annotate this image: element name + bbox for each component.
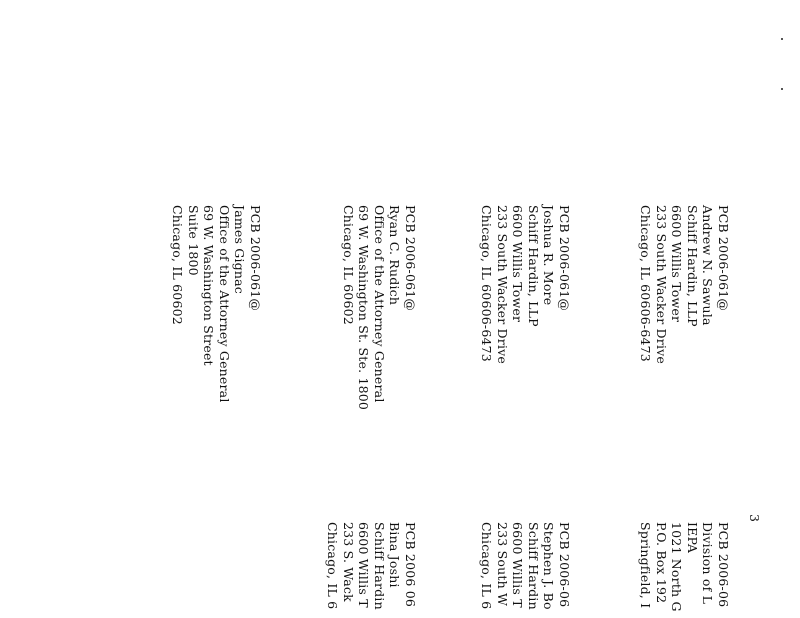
address-line: 6600 Willis Tower <box>669 205 685 323</box>
service-address-block <box>341 205 419 410</box>
address-line: Schiff Hardin, LLP <box>685 205 700 327</box>
address-line: James Gignac <box>232 205 248 294</box>
service-address-block <box>479 205 572 364</box>
address-line: Joshua R. More <box>541 205 557 306</box>
address-line: Chicago, IL 6 <box>479 522 495 610</box>
address-line: 233 S. Wack <box>341 522 356 602</box>
address-line: 1021 North G <box>669 522 685 612</box>
address-line: PCB 2006-061@ <box>716 205 731 312</box>
address-line: Ryan C. Rudich <box>387 205 403 306</box>
address-line: PCB 2006-061@ <box>248 205 263 312</box>
address-line: Chicago, IL 60606-6473 <box>479 205 495 362</box>
address-line: PCB 2006-06 <box>557 522 572 608</box>
address-line: Office of the Attorney General <box>217 205 232 403</box>
scan-speck <box>781 38 783 40</box>
address-line: 233 South W <box>495 522 510 607</box>
service-address-block <box>638 522 731 612</box>
scan-speck <box>781 88 783 90</box>
address-line: Suite 1800 <box>186 205 201 276</box>
address-line: PCB 2006-06 <box>716 522 731 608</box>
address-line: IEPA <box>685 522 700 554</box>
address-line: 69 W. Washington St. Ste. 1800 <box>356 205 372 411</box>
address-line: Springfield, I <box>638 522 654 609</box>
page-number: 3 <box>747 514 762 522</box>
address-line: Chicago, IL 60602 <box>341 205 356 325</box>
address-line: Schiff Hardin <box>372 522 387 610</box>
service-address-block <box>638 205 731 364</box>
address-line: Office of the Attorney General <box>372 205 387 403</box>
address-line: Stephen J. Bo <box>541 522 557 610</box>
address-line: P.O. Box 192 <box>654 522 669 604</box>
address-line: PCB 2006-061@ <box>557 205 572 312</box>
address-line: Chicago, IL 60606-6473 <box>638 205 654 362</box>
address-line: 69 W. Washington Street <box>201 205 217 366</box>
address-line: 6600 Willis Tower <box>510 205 526 323</box>
address-line: Andrew N. Sawula <box>700 205 716 326</box>
address-line: Division of L <box>700 522 716 605</box>
address-line: Bina Joshi <box>387 522 403 588</box>
service-address-block <box>325 522 418 610</box>
address-line: 6600 Willis T <box>356 522 372 608</box>
address-line: Schiff Hardin, LLP <box>526 205 541 327</box>
address-line: Schiff Hardin <box>526 522 541 610</box>
address-line: Chicago, IL 6 <box>325 522 341 610</box>
address-line: 233 South Wacker Drive <box>654 205 669 365</box>
address-line: 6600 Willis T <box>510 522 526 608</box>
service-address-block <box>479 522 572 610</box>
address-line: Chicago, IL 60602 <box>170 205 186 325</box>
address-line: PCB 2006 06 <box>403 522 418 608</box>
address-line: 233 South Wacker Drive <box>495 205 510 365</box>
address-line: PCB 2006-061@ <box>403 205 418 312</box>
service-address-block <box>170 205 263 403</box>
